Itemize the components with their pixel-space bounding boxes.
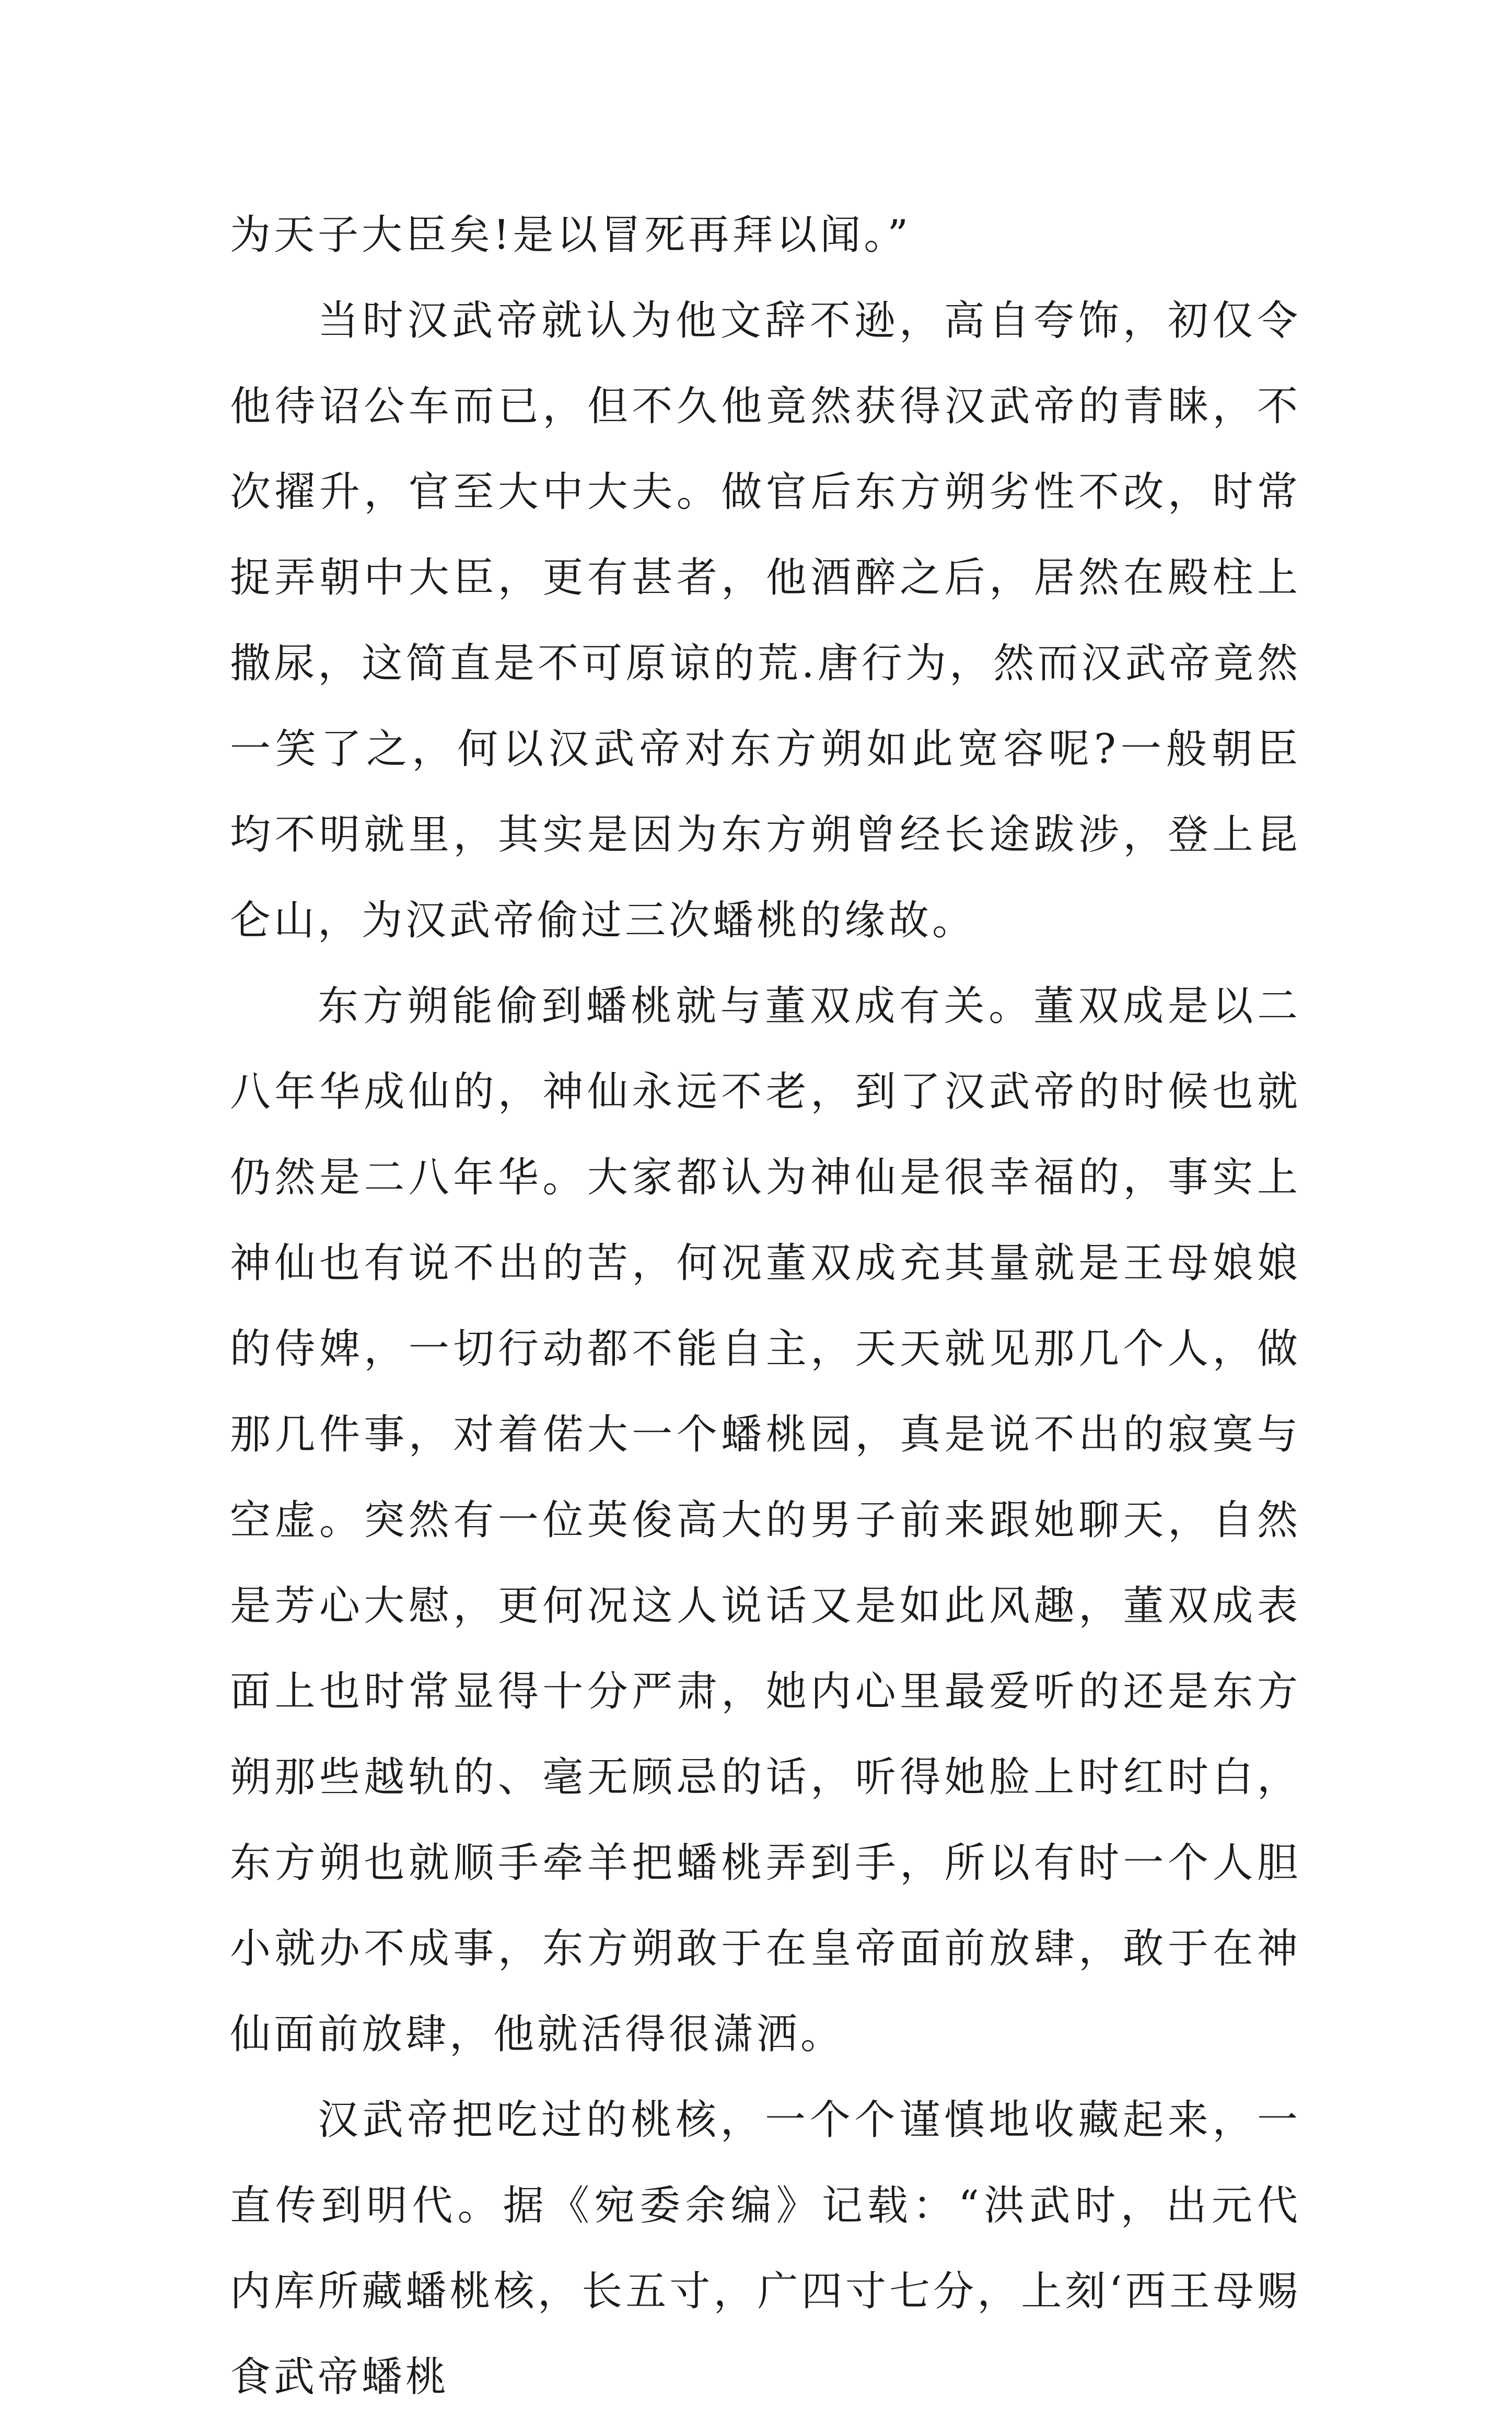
paragraph-4: 汉武帝把吃过的桃核，一个个谨慎地收藏起来，一直传到明代。据《宛委余编》记载：“洪武时，出元代内库所藏蟠桃核，长五寸，广四寸七分，上刻‘西王母赐食武帝蟠桃 xyxy=(230,2097,1301,2401)
document-body xyxy=(230,192,1301,2420)
paragraph-2: 当时汉武帝就认为他文辞不逊，高自夸饰，初仅令他待诏公车而已，但不久他竟然获得汉武帝的青睐，不次擢升，官至大中大夫。做官后东方朔劣性不改，时常捉弄朝中大臣，更有甚者，他酒醉之后，居然在殿柱上撒尿，这简直是不可原谅的荒.唐行为，然而汉武帝竟然一笑了之，何以汉武帝对东方朔如此宽容呢?一般朝臣均不明就里，其实是因为东方朔曾经长途跋涉，登上昆仑山，为汉武帝偷过三次蟠桃的缘故。 xyxy=(230,297,1301,944)
paragraph-1: 为天子大臣矣!是以冒死再拜以闻。” xyxy=(230,212,912,259)
paragraph-3: 东方朔能偷到蟠桃就与董双成有关。董双成是以二八年华成仙的，神仙永远不老，到了汉武帝的时候也就仍然是二八年华。大家都认为神仙是很幸福的，事实上神仙也有说不出的苦，何况董双成充其量就是王母娘娘的侍婢，一切行动都不能自主，天天就见那几个人，做那几件事，对着偌大一个蟠桃园，真是说不出的寂寞与空虚。突然有一位英俊高大的男子前来跟她聊天，自然是芳心大慰，更何况这人说话又是如此风趣，董双成表面上也时常显得十分严肃，她内心里最爱听的还是东方朔那些越轨的、毫无顾忌的话，听得她脸上时红时白，东方朔也就顺手牵羊把蟠桃弄到手，所以有时一个人胆小就办不成事，东方朔敢于在皇帝面前放肆，敢于在神仙面前放肆，他就活得很潇洒。 xyxy=(230,983,1301,2058)
